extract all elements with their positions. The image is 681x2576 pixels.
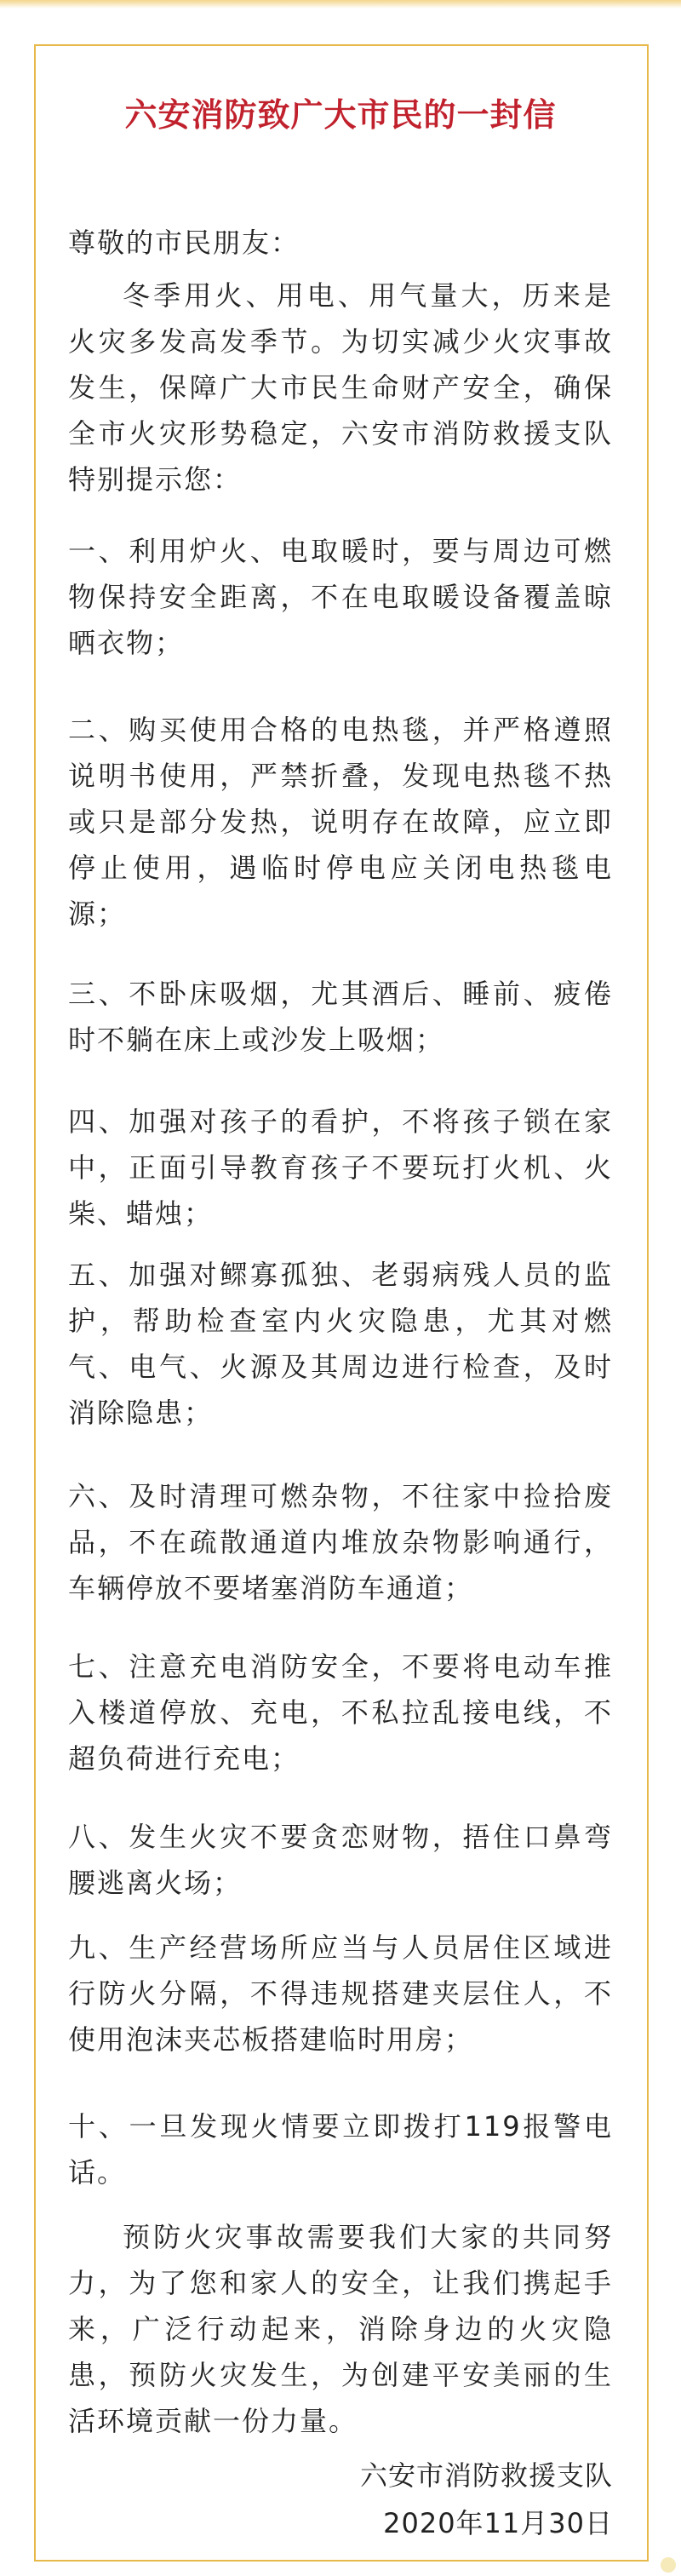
corner-watermark-icon [661, 2557, 676, 2573]
closing-paragraph: 预防火灾事故需要我们大家的共同努力，为了您和家人的安全，让我们携起手来，广泛行动起来，消除身边的火灾隐患，预防火灾发生，为创建平安美丽的生活环境贡献一份力量。 [68, 2221, 613, 2437]
tip-item-3: 三、不卧床吸烟，尤其酒后、睡前、疲倦时不躺在床上或沙发上吸烟； [68, 978, 613, 1056]
signature-organization: 六安市消防救援支队 [359, 2459, 613, 2492]
tip-item-7: 七、注意充电消防安全，不要将电动车推入楼道停放、充电，不私拉乱接电线，不超负荷进行充电； [68, 1650, 613, 1775]
tip-item-6: 六、及时清理可燃杂物，不往家中捡拾废品，不在疏散通道内堆放杂物影响通行，车辆停放不要堵塞消防车通道； [68, 1480, 613, 1604]
tip-item-8: 八、发生火灾不要贪恋财物，捂住口鼻弯腰逃离火场； [68, 1821, 613, 1899]
tip-item-5: 五、加强对鳏寡孤独、老弱病残人员的监护，帮助检查室内火灾隐患，尤其对燃气、电气、火源及其周边进行检查，及时消除隐患； [68, 1259, 613, 1429]
signature-date: 2020年11月30日 [383, 2507, 613, 2539]
tip-item-10: 十、一旦发现火情要立即拨打119报警电话。 [68, 2110, 613, 2189]
salutation: 尊敬的市民朋友： [68, 227, 300, 259]
tip-item-2: 二、购买使用合格的电热毯，并严格遵照说明书使用，严禁折叠，发现电热毯不热或只是部分发热，说明存在故障，应立即停止使用，遇临时停电应关闭电热毯电源； [68, 714, 613, 930]
tip-item-1: 一、利用炉火、电取暖时，要与周边可燃物保持安全距离，不在电取暖设备覆盖晾晒衣物； [68, 535, 613, 659]
letter-title: 六安消防致广大市民的一封信 [124, 96, 557, 134]
tip-item-9: 九、生产经营场所应当与人员居住区域进行防火分隔，不得违规搭建夹层住人，不使用泡沫夹芯板搭建临时用房； [68, 1931, 613, 2056]
header-rule [0, 0, 681, 9]
tip-item-4: 四、加强对孩子的看护，不将孩子锁在家中，正面引导教育孩子不要玩打火机、火柴、蜡烛； [68, 1105, 613, 1230]
intro-paragraph: 冬季用火、用电、用气量大，历来是火灾多发高发季节。为切实减少火灾事故发生，保障广大市民生命财产安全，确保全市火灾形势稳定，六安市消防救援支队特别提示您： [68, 279, 613, 496]
